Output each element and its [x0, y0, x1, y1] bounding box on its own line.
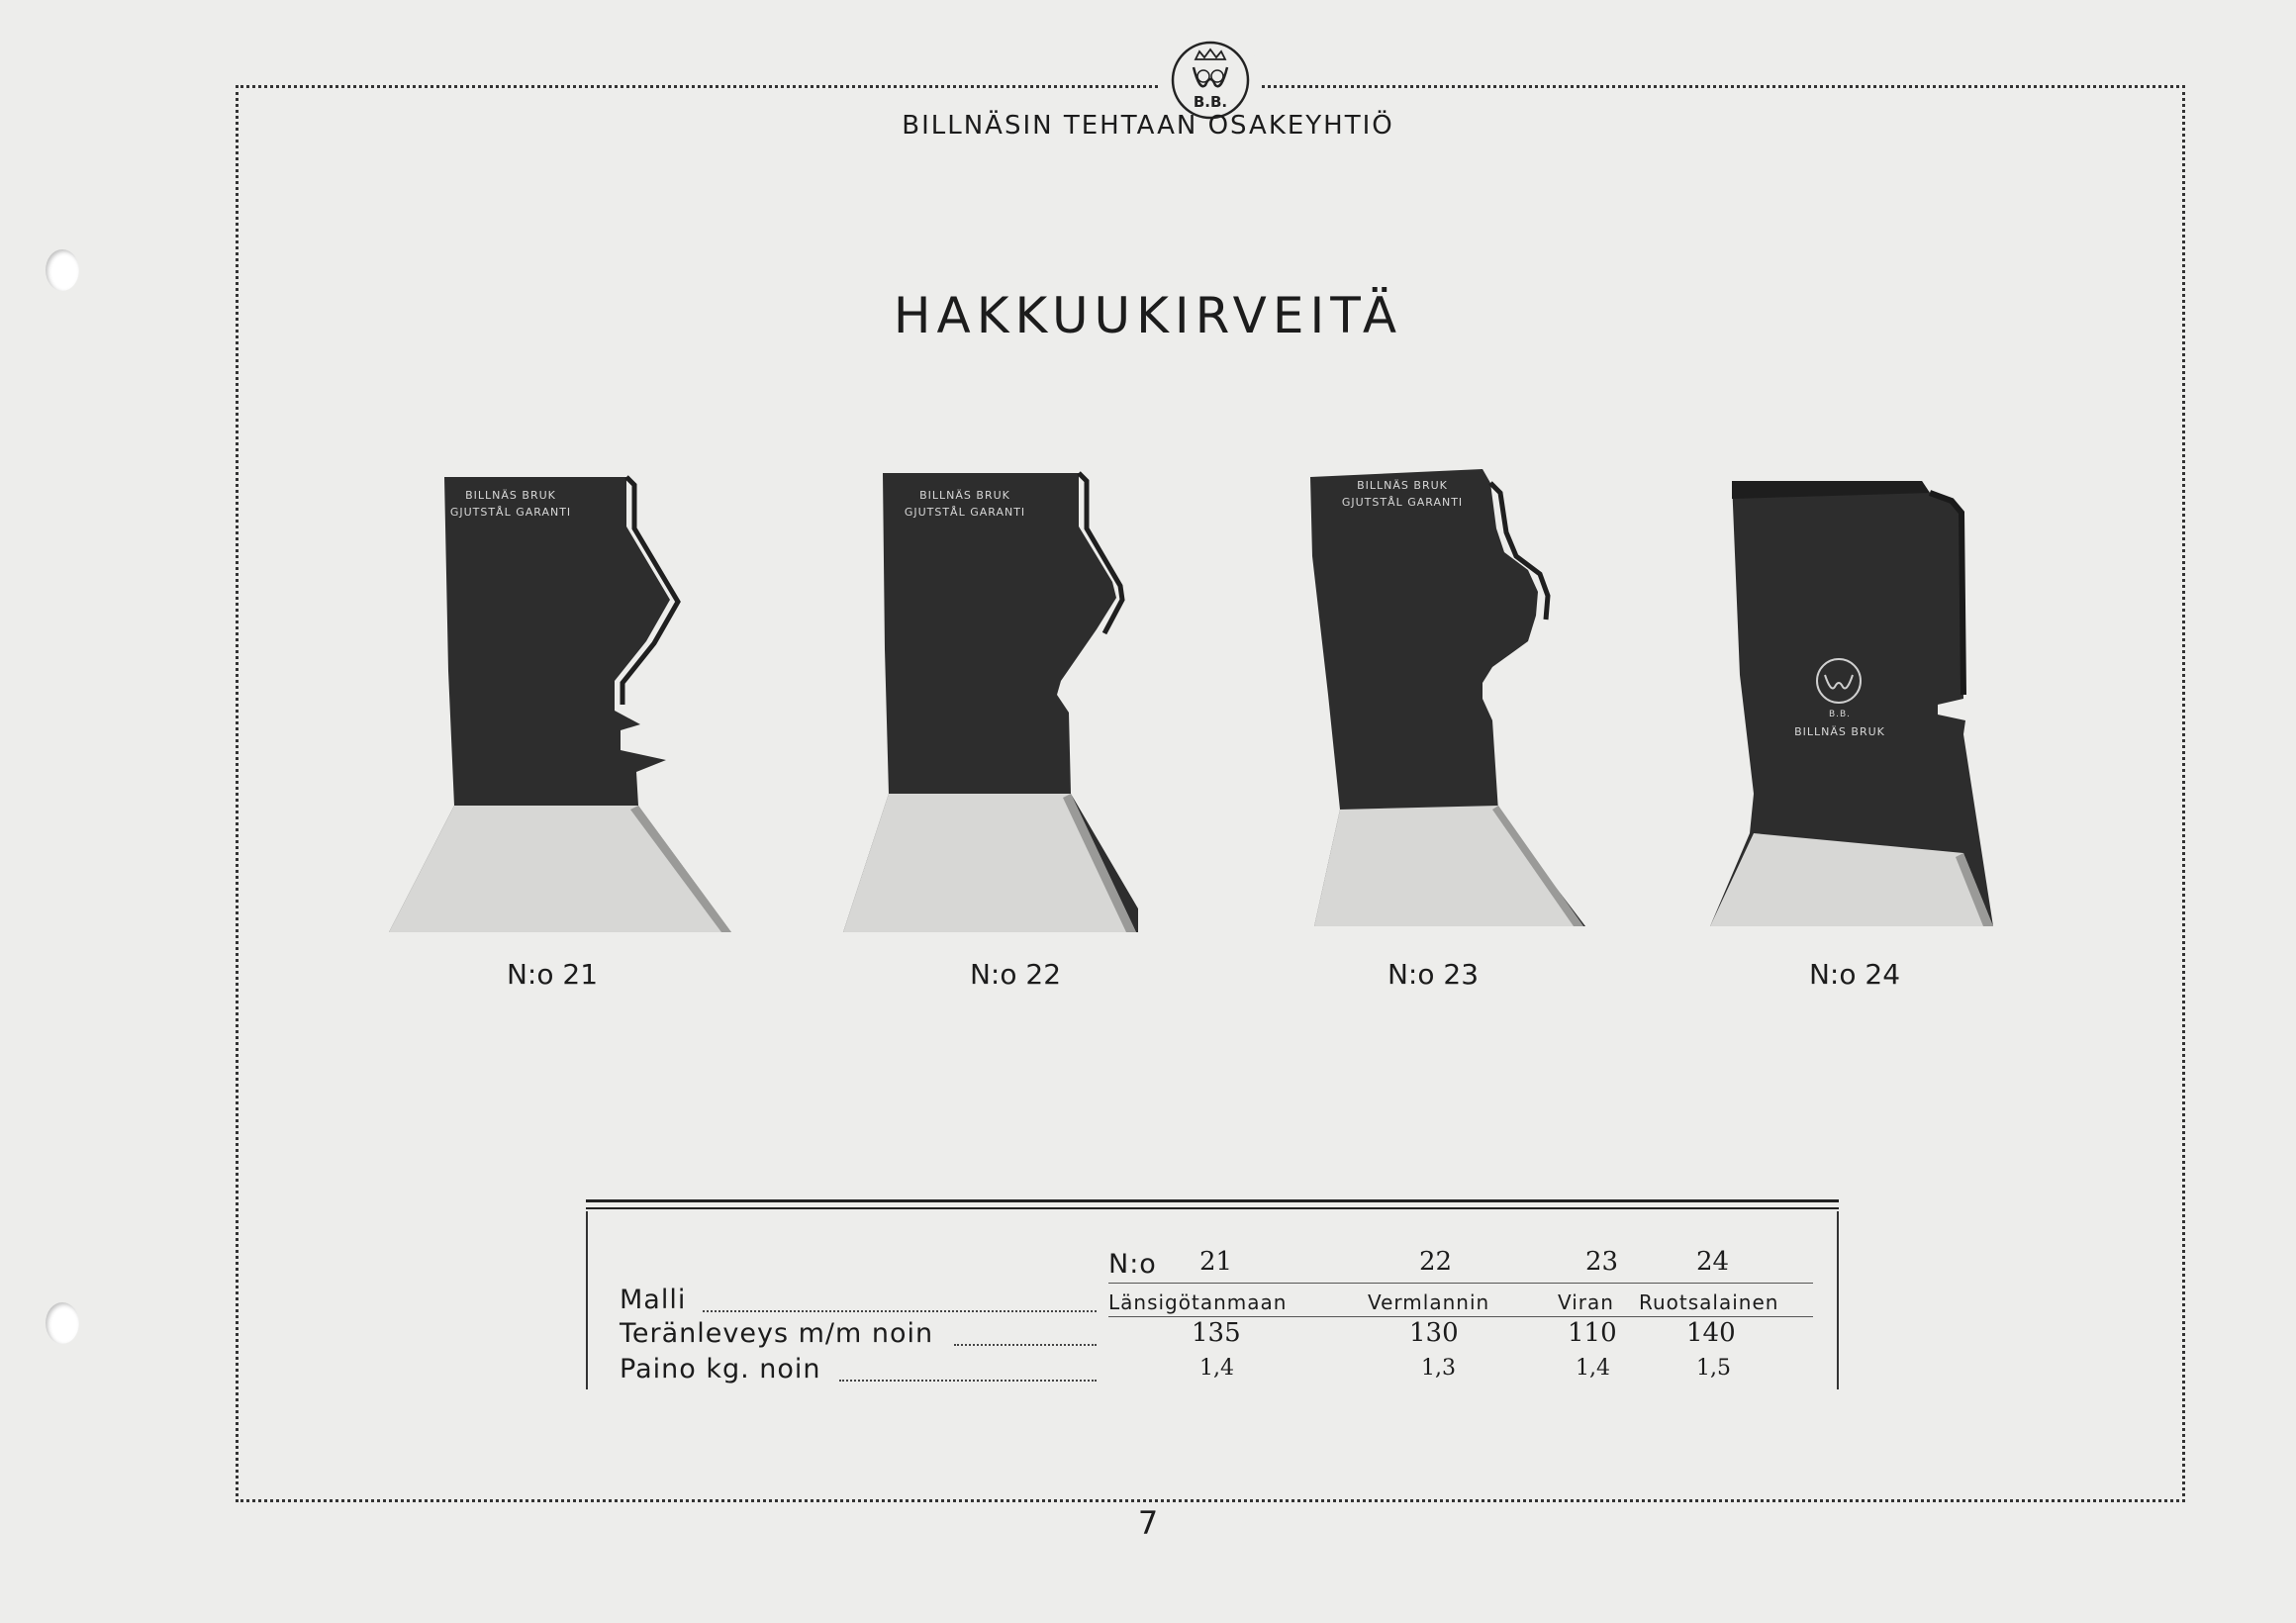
- axe-stamp-line2: BILLNÄS BRUK: [1794, 725, 1885, 738]
- emblem-text: B.B.: [1193, 93, 1228, 111]
- page-title: HAKKUUKIRVEITÄ: [893, 287, 1403, 344]
- table-cell: 140: [1686, 1318, 1736, 1348]
- table-cell: 1,4: [1576, 1356, 1610, 1381]
- table-cell: 1,4: [1199, 1356, 1234, 1381]
- table-row-label: Malli: [620, 1285, 687, 1315]
- table-cell: Ruotsalainen: [1639, 1290, 1779, 1314]
- company-name: BILLNÄSIN TEHTAAN OSAKEYHTIÖ: [902, 111, 1394, 141]
- axe-stamp-line1: B.B.: [1828, 710, 1852, 719]
- table-left-border: [586, 1211, 588, 1389]
- page-number: 7: [1137, 1504, 1159, 1542]
- axe-stamp-line1: BILLNÄS BRUK: [1357, 479, 1448, 492]
- table-leader-dots: [703, 1310, 1097, 1312]
- axe-label-24: N:o 24: [1808, 958, 1901, 991]
- table-col-number: 21: [1199, 1247, 1233, 1277]
- table-row-underline: [1108, 1316, 1813, 1317]
- table-cell: Vermlannin: [1368, 1290, 1490, 1314]
- axe-label-21: N:o 21: [506, 958, 599, 991]
- table-col-number: 24: [1696, 1247, 1730, 1277]
- axe-image-22: [841, 471, 1138, 942]
- axe-stamp-line1: BILLNÄS BRUK: [465, 489, 556, 502]
- table-row-label: Paino kg. noin: [620, 1354, 821, 1384]
- table-top-rule: [586, 1199, 1839, 1202]
- axe-stamp-line2: GJUTSTÅL GARANTI: [904, 506, 1026, 519]
- punch-hole-top: [46, 249, 79, 291]
- table-cell: 135: [1192, 1318, 1241, 1348]
- table-cell: Viran: [1558, 1290, 1614, 1314]
- table-right-border: [1837, 1211, 1839, 1389]
- table-leader-dots: [954, 1344, 1097, 1346]
- axe-label-23: N:o 23: [1387, 958, 1480, 991]
- table-leader-dots: [839, 1380, 1097, 1382]
- table-no-label: N:o: [1108, 1249, 1157, 1280]
- axe-image-23: [1298, 467, 1595, 932]
- axe-image-21: [381, 473, 747, 940]
- table-cell: 1,3: [1421, 1356, 1456, 1381]
- table-col-number: 23: [1585, 1247, 1619, 1277]
- axe-image-24: [1702, 477, 1999, 942]
- table-col-number: 22: [1419, 1247, 1453, 1277]
- punch-hole-bottom: [46, 1302, 79, 1344]
- axe-stamp-line1: BILLNÄS BRUK: [919, 489, 1010, 502]
- table-cell: 130: [1409, 1318, 1459, 1348]
- axe-stamp-line2: GJUTSTÅL GARANTI: [1341, 496, 1464, 509]
- specification-table: [586, 1199, 1839, 1389]
- axe-label-22: N:o 22: [969, 958, 1062, 991]
- axe-stamp-line2: GJUTSTÅL GARANTI: [449, 506, 572, 519]
- table-cell: Länsigötanmaan: [1108, 1290, 1288, 1314]
- table-cell: 1,5: [1696, 1356, 1731, 1381]
- table-row-label: Teränleveys m/m noin: [620, 1318, 934, 1349]
- table-header-underline: [1108, 1283, 1813, 1284]
- table-cell: 110: [1568, 1318, 1617, 1348]
- table-top-rule-inner: [586, 1207, 1839, 1209]
